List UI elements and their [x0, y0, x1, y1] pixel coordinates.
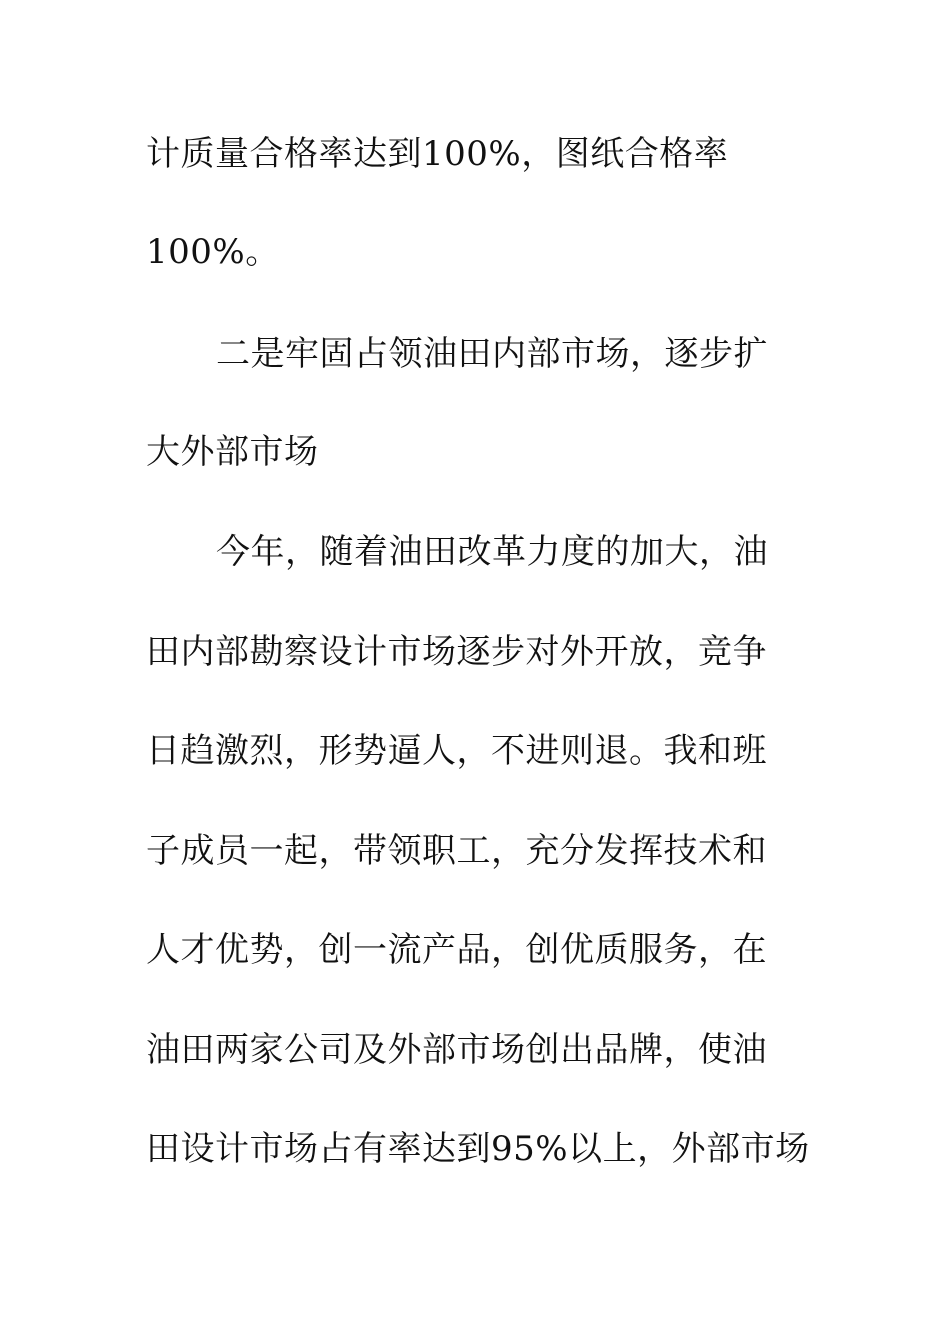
text-line-11: 田设计市场占有率达到95%以上，外部市场 — [146, 1129, 810, 1169]
paragraph-heading-line-1: 二是牢固占领油田内部市场，逐步扩 — [216, 334, 768, 374]
text-line-9: 人才优势，创一流产品，创优质服务，在 — [146, 930, 767, 970]
text-line-5: 今年，随着油田改革力度的加大，油 — [216, 532, 768, 572]
text-line-2: 100%。 — [146, 232, 280, 272]
text-line-8: 子成员一起，带领职工，充分发挥技术和 — [146, 831, 767, 871]
text-line-7: 日趋激烈，形势逼人，不进则退。我和班 — [146, 731, 767, 771]
text-line-10: 油田两家公司及外部市场创出品牌，使油 — [146, 1030, 767, 1070]
text-line-6: 田内部勘察设计市场逐步对外开放，竞争 — [146, 632, 767, 672]
paragraph-heading-line-2: 大外部市场 — [146, 432, 319, 472]
text-line-1: 计质量合格率达到100%，图纸合格率 — [146, 134, 729, 174]
